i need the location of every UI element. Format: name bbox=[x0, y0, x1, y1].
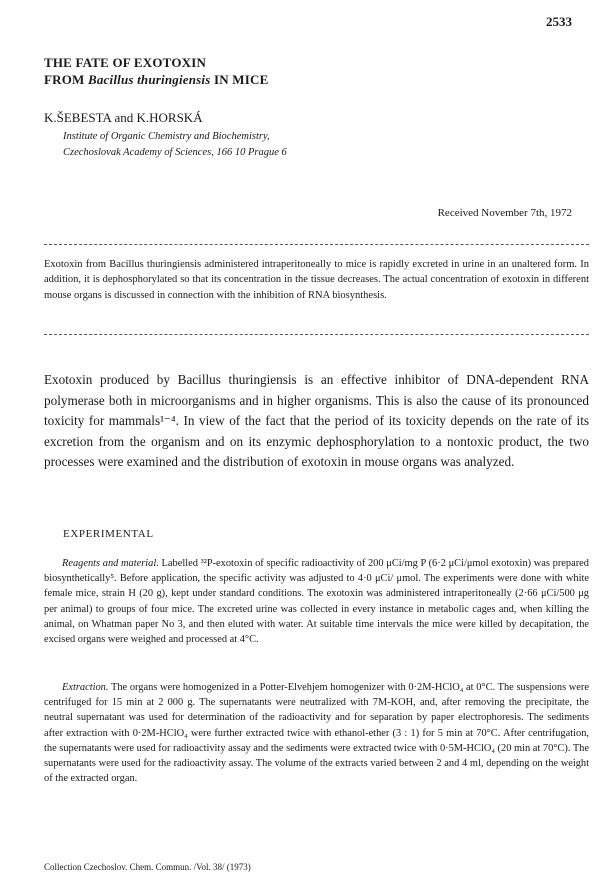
journal-footer: Collection Czechoslov. Chem. Commun. /Vol. 38/ (1973) bbox=[44, 862, 251, 872]
introduction-paragraph: Exotoxin produced by Bacillus thuringiensis is an effective inhibitor of DNA-dependent RNA polymerase both in microorganisms and in higher organisms. This is also the cause of its pronounced toxicity for mammals¹⁻⁴. In view of the fact that the period of its toxicity depends on the rate of its excretion from the organism and on its enzymic dephosphorylation to a nontoxic product, the two processes were examined and the distribution of exotoxin in mouse organs was analyzed. bbox=[44, 372, 589, 469]
title-line-2-species: Bacillus thuringiensis bbox=[87, 72, 211, 87]
abstract-top-rule bbox=[44, 244, 589, 245]
affiliation bbox=[63, 129, 287, 161]
reagents-text: Labelled ³²P-exotoxin of specific radioactivity of 200 μCi/mg P (6·2 μCi/μmol exotoxin) was prepared biosynthetically⁵. Before application, the specific activity was adjusted to 4·0 μCi/ μmol. The experiments were done with white female mice, strain H (20 g), kept under standard conditions. The exotoxin was administered intraperitoneally (2·66 μCi/500 μg per animal) to groups of four mice. The excreted urine was collected in every instance in metabolic cages and, when killing the animal, on Whatman paper No 3, and then eluted with water. At suitable time intervals the mice were killed by decapitation, the excised organs were weighed and processed at 4°C. bbox=[44, 558, 589, 646]
reagents-paragraph bbox=[44, 556, 589, 647]
extraction-paragraph bbox=[44, 680, 589, 786]
page-number: 2533 bbox=[546, 14, 572, 29]
title-line-2-prefix: FROM bbox=[44, 72, 88, 87]
article-title bbox=[44, 54, 268, 88]
abstract-bottom-rule bbox=[44, 334, 589, 335]
title-line-1: THE FATE OF EXOTOXIN bbox=[44, 55, 207, 70]
reagents-lead: Reagents and material. bbox=[62, 558, 159, 569]
extraction-text: The organs were homogenized in a Potter-Elvehjem homogenizer with 0·2M-HClO₄ at 0°C. The suspensions were centrifuged for 15 min at 2 000 g. The supernatants were neutralized with 7M-KOH, and, after removing the precipitate, the neutral supernatant was used for determination of the radioactivity and for separation by paper electrophoresis. The sediments after extraction with 0·2M-HClO₄ were further extracted twice with ethanol-ether (3 : 1) for 5 min at 70°C. After centrifugation, the supernatants were used for radioactivity assay and the sediments were extracted twice with 0·5M-HClO₄ (20 min at 70°C). The supernatants were used for the radioactivity assay. The volume of the extracts varied between 2 and 4 ml, depending on the weight of the extracted organ. bbox=[44, 682, 589, 785]
affiliation-line-1: Institute of Organic Chemistry and Biochemistry, bbox=[63, 131, 270, 142]
abstract: Exotoxin from Bacillus thuringiensis administered intraperitoneally to mice is rapidly excreted in urine in an unaltered form. In addition, it is dephosphorylated so that its concentration in the tissue decreases. The actual concentration of exotoxin in different mouse organs is discussed in connection with the inhibition of RNA biosynthesis. bbox=[44, 259, 589, 301]
extraction-lead: Extraction. bbox=[62, 682, 109, 693]
authors: K.ŠEBESTA and K.HORSKÁ bbox=[44, 110, 203, 125]
title-line-2-suffix: IN MICE bbox=[210, 72, 269, 87]
title-line-2 bbox=[44, 71, 268, 88]
received-date: Received November 7th, 1972 bbox=[437, 207, 572, 219]
affiliation-line-2: Czechoslovak Academy of Sciences, 166 10 Prague 6 bbox=[63, 147, 287, 158]
section-heading-experimental: EXPERIMENTAL bbox=[63, 528, 154, 540]
